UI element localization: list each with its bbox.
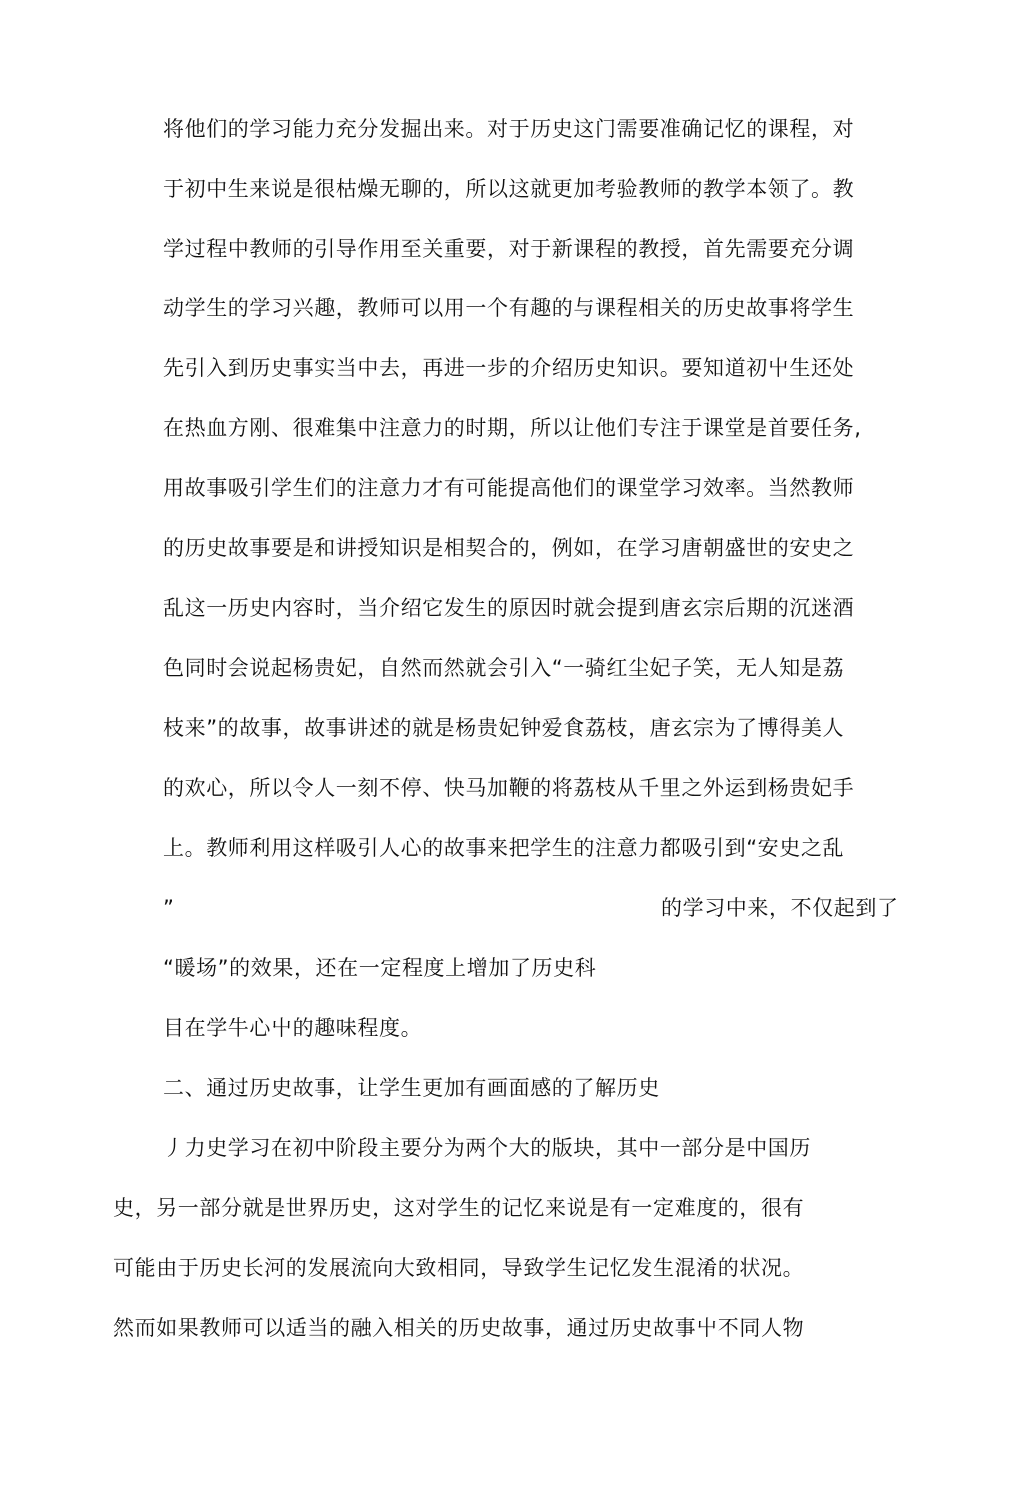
paragraph-line: 先引入到历史事实当中去，再进一步的介绍历史知识。要知道初屮生还处	[163, 356, 855, 380]
paragraph-line: 的欢心，所以令人一刻不停、快马加鞭的将荔枝从千里之外运到杨贵妃手	[163, 776, 855, 800]
paragraph-line: “暖场”的效果，还在一定程度上增加了历史科	[163, 956, 597, 980]
paragraph-line: 可能由于历史长河的发展流向大致相同，导致学生记忆发生混淆的状况。	[113, 1256, 805, 1280]
paragraph-line: 动学生的学习兴趣，教师可以用一个有趣的与课程相关的历史故事将学生	[163, 296, 855, 320]
paragraph-line: 学过程中教师的引导作用至关重要，对于新课程的教授，首先需要充分调	[163, 237, 855, 261]
section-heading: 二、通过历史故事，让学生更加有画面感的了解历史	[163, 1076, 660, 1100]
paragraph-line: 上。教师利用这样吸引人心的故事来把学生的注意力都吸引到“安史之乱	[163, 836, 845, 860]
paragraph-line: 将他们的学习能力充分发掘出来。对于历史这门需要准确记忆的课程，对	[163, 117, 855, 141]
paragraph-line-right: 的学习中来，不仅起到了	[661, 896, 899, 920]
paragraph-line: 史，另一部分就是世界历史，这对学生的记忆来说是有一定难度的，很有	[113, 1196, 805, 1220]
paragraph-line: 目在学牛心屮的趣味程度。	[163, 1016, 423, 1040]
paragraph-line: 乱这一历史内容时，当介绍它发生的原因时就会提到唐玄宗后期的沉迷酒	[163, 596, 855, 620]
paragraph-line: 枝来”的故事，故事讲述的就是杨贵妃钟爱食荔枝，唐玄宗为了博得美人	[163, 716, 845, 740]
paragraph-line: 然而如果教师可以适当的融入相关的历史故事，通过历史故事屮不同人物	[113, 1316, 805, 1340]
paragraph-line: 色同时会说起杨贵妃，自然而然就会引入“一骑红尘妃子笑，无人知是荔	[163, 656, 845, 680]
paragraph-line: 在热血方刚、很难集中注意力的时期，所以让他们专注于课堂是首要任务,	[163, 416, 862, 440]
paragraph-line: 的历史故事要是和讲授知识是相契合的，例如，在学习唐朝盛世的安史之	[163, 536, 855, 560]
paragraph-line: 于初中生来说是很枯燥无聊的，所以这就更加考验教师的教学本领了。教	[163, 177, 855, 201]
paragraph-line: 用故事吸引学生们的注意力才有可能提高他们的课堂学习效率。当然教师	[163, 476, 855, 500]
quote-mark-line: ”	[163, 896, 175, 920]
paragraph-line: 丿力史学习在初中阶段主要分为两个大的版块，其中一部分是中国历	[163, 1136, 811, 1160]
